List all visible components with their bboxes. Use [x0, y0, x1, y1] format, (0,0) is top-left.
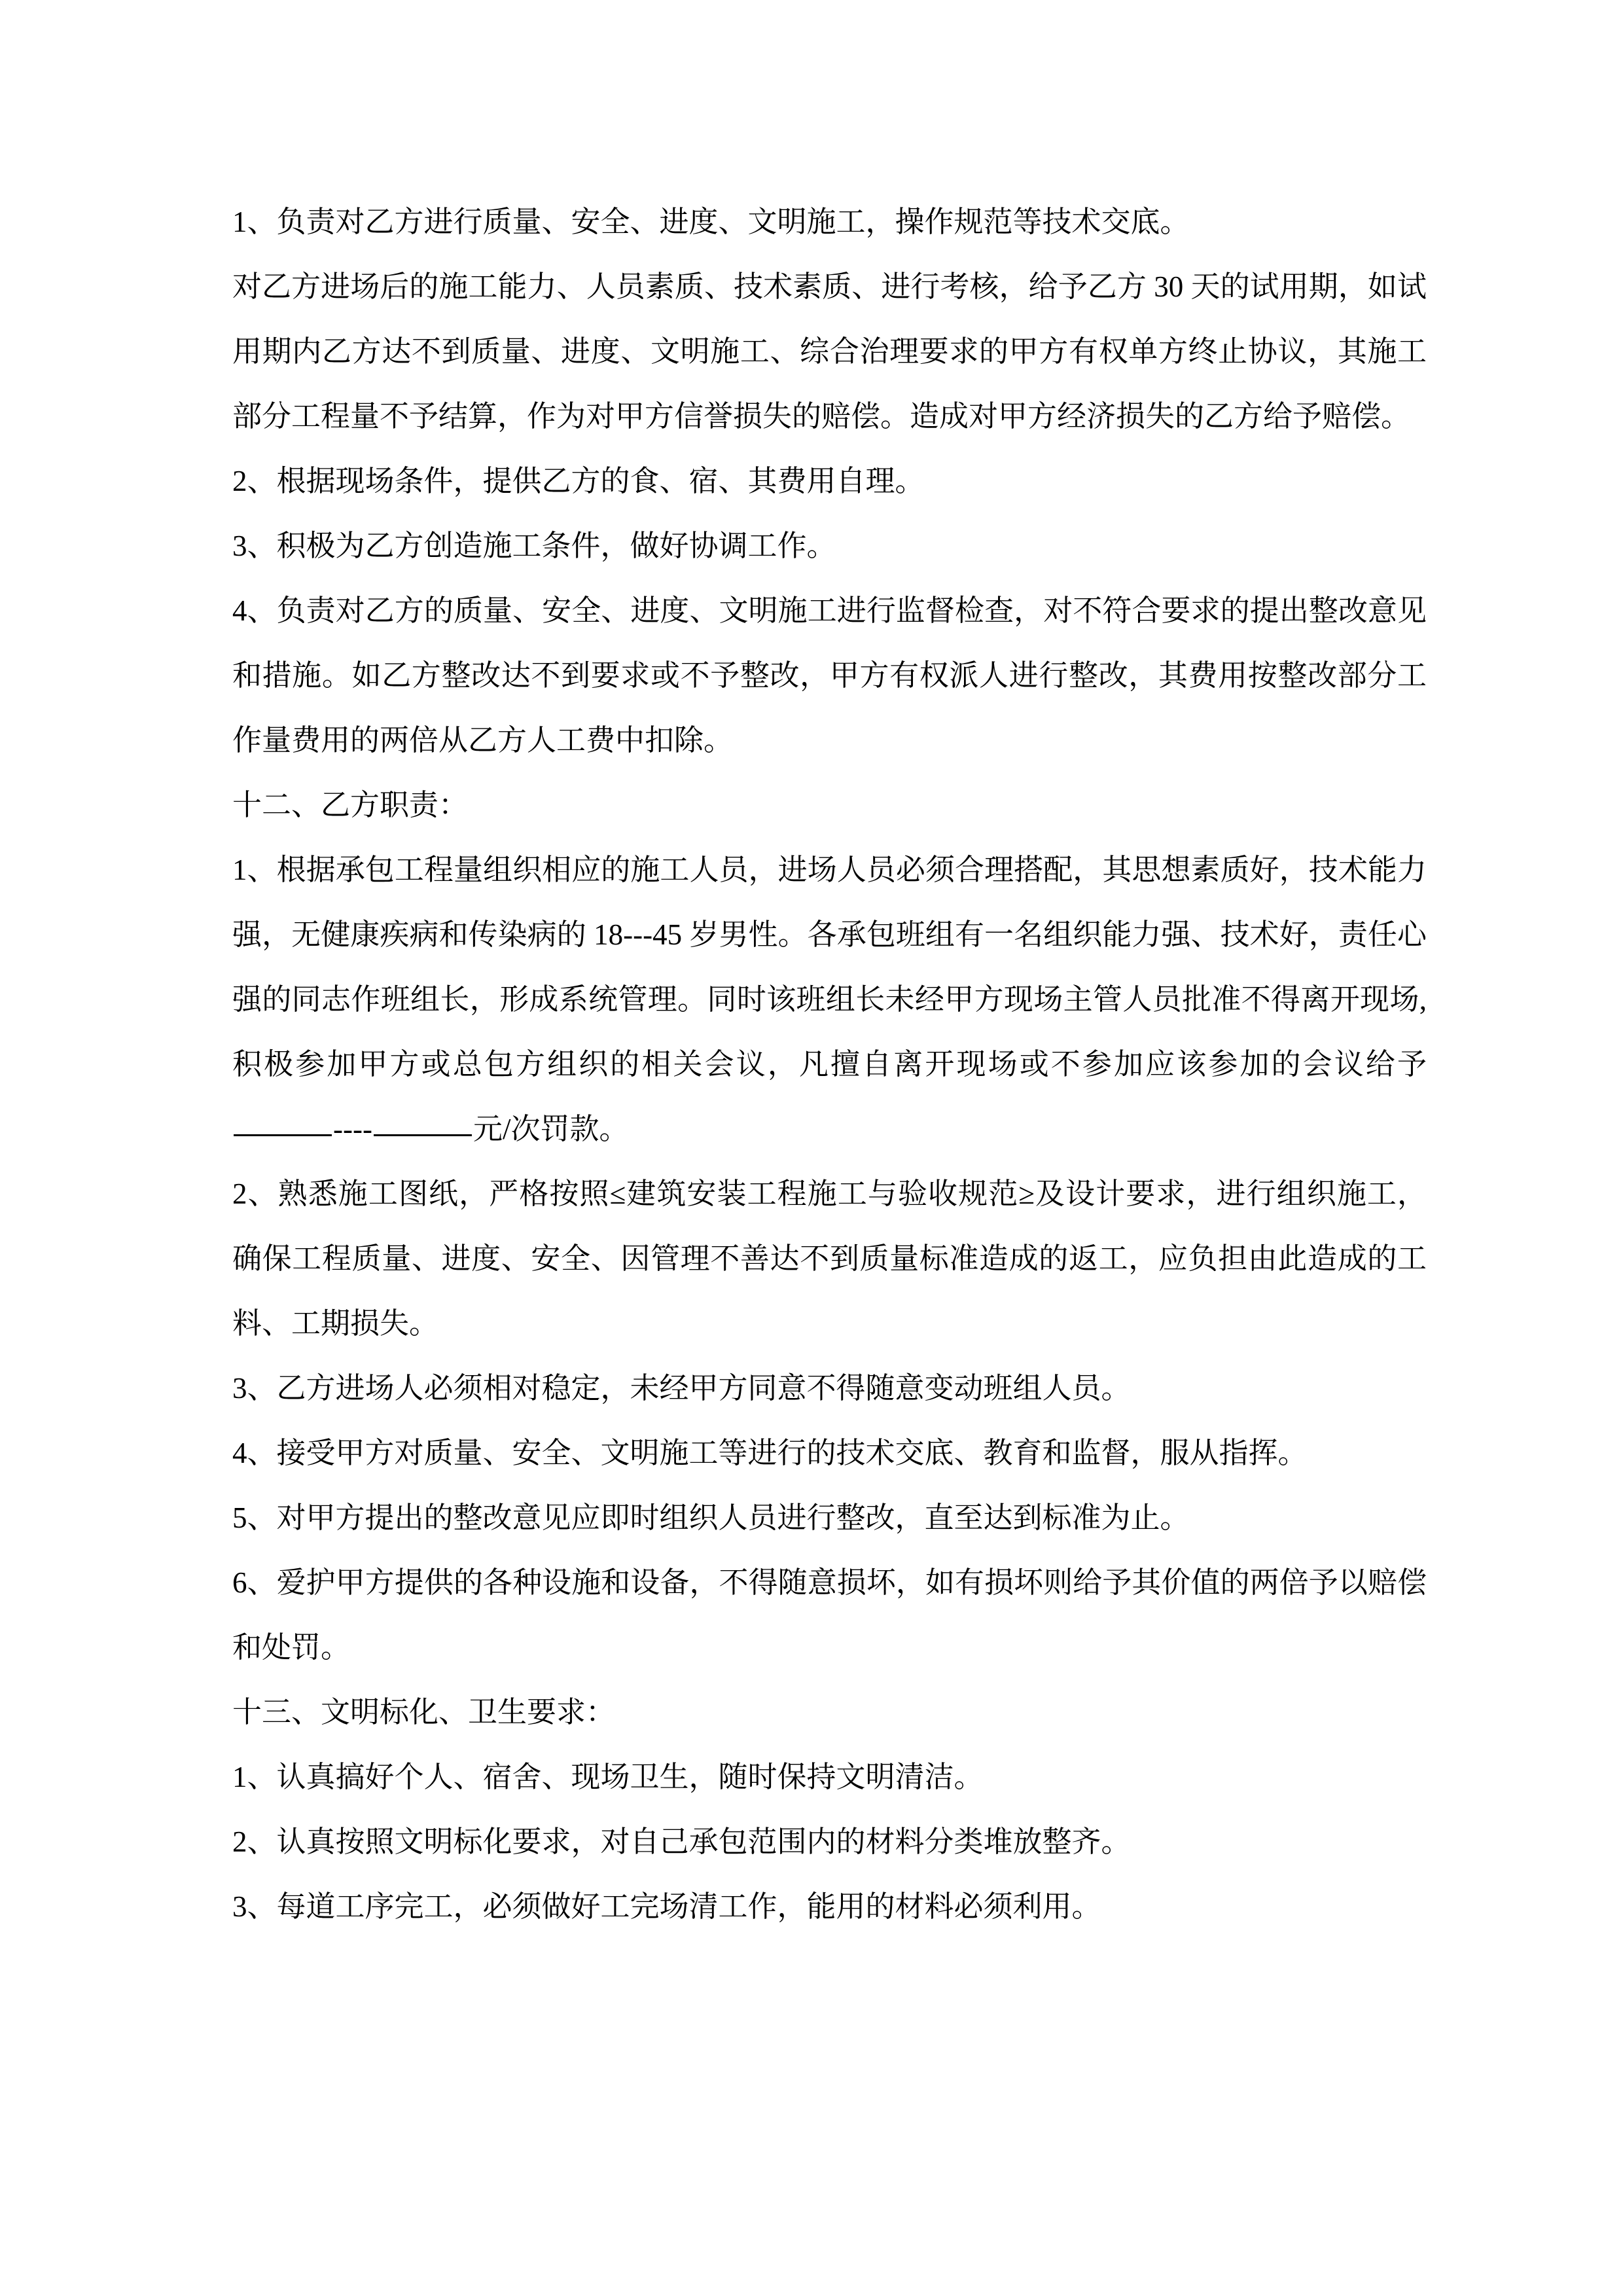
heading-section-13: 十三、文明标化、卫生要求： [232, 1696, 616, 1729]
paragraph-11-1-continued: 对乙方进场后的施工能力、人员素质、技术素质、进行考核，给予乙方 30 天的试用期，如试用期内乙方达不到质量、进度、文明施工、综合治理要求的甲方有权单方终止协议，其施工部分工程量不予结算，作为对甲方信誉损失的赔偿。造成对甲方经济损失的乙方给予赔偿。 [232, 270, 1427, 433]
paragraph-12-1-text-before: 1、根据承包工程量组织相应的施工人员，进场人员必须合理搭配，其思想素质好，技术能力强，无健康疾病和传染病的 18---45 岁男性。各承包班组有一名组织能力强、技术好，责任心强的同志作班组长，形成系统管理。同时该班组长未经甲方现场主管人员批准不得离开现场,积极参加甲方或总包方组织的相关会议，凡擅自离开现场或不参加应该参加的会议给予 [232, 853, 1427, 1081]
paragraph-11-4: 4、负责对乙方的质量、安全、进度、文明施工进行监督检查，对不符合要求的提出整改意见和措施。如乙方整改达不到要求或不予整改，甲方有权派人进行整改，其费用按整改部分工作量费用的两倍从乙方人工费中扣除。 [232, 594, 1427, 757]
paragraph-12-4: 4、接受甲方对质量、安全、文明施工等进行的技术交底、教育和监督，服从指挥。 [232, 1437, 1308, 1469]
paragraph-12-6: 6、爱护甲方提供的各种设施和设备，不得随意损坏，如有损坏则给予其价值的两倍予以赔偿和处罚。 [232, 1566, 1427, 1664]
paragraph-12-3: 3、乙方进场人必须相对稳定，未经甲方同意不得随意变动班组人员。 [232, 1372, 1131, 1405]
paragraph-12-1-separator: ---- [333, 1113, 372, 1145]
paragraph-12-2: 2、熟悉施工图纸，严格按照≤建筑安装工程施工与验收规范≥及设计要求，进行组织施工，确保工程质量、进度、安全、因管理不善达不到质量标准造成的返工，应负担由此造成的工料、工期损失。 [232, 1177, 1427, 1340]
paragraph-12-1-text-after: 元/次罚款。 [473, 1113, 629, 1145]
paragraph-11-3: 3、积极为乙方创造施工条件，做好协调工作。 [232, 529, 836, 562]
paragraph-13-1: 1、认真搞好个人、宿舍、现场卫生，随时保持文明清洁。 [232, 1761, 984, 1793]
fill-in-blank-penalty-min[interactable] [234, 1134, 332, 1136]
paragraph-13-2: 2、认真按照文明标化要求，对自己承包范围内的材料分类堆放整齐。 [232, 1825, 1131, 1858]
paragraph-12-5: 5、对甲方提出的整改意见应即时组织人员进行整改，直至达到标准为止。 [232, 1501, 1190, 1534]
paragraph-13-3: 3、每道工序完工，必须做好工完场清工作，能用的材料必须利用。 [232, 1890, 1101, 1923]
fill-in-blank-penalty-max[interactable] [374, 1134, 472, 1136]
paragraph-11-1: 1、负责对乙方进行质量、安全、进度、文明施工，操作规范等技术交底。 [232, 206, 1190, 238]
paragraph-11-2: 2、根据现场条件，提供乙方的食、宿、其费用自理。 [232, 465, 925, 497]
paragraph-12-1 [232, 838, 1427, 1162]
document-body [232, 190, 1427, 1939]
heading-section-12: 十二、乙方职责： [232, 789, 469, 821]
